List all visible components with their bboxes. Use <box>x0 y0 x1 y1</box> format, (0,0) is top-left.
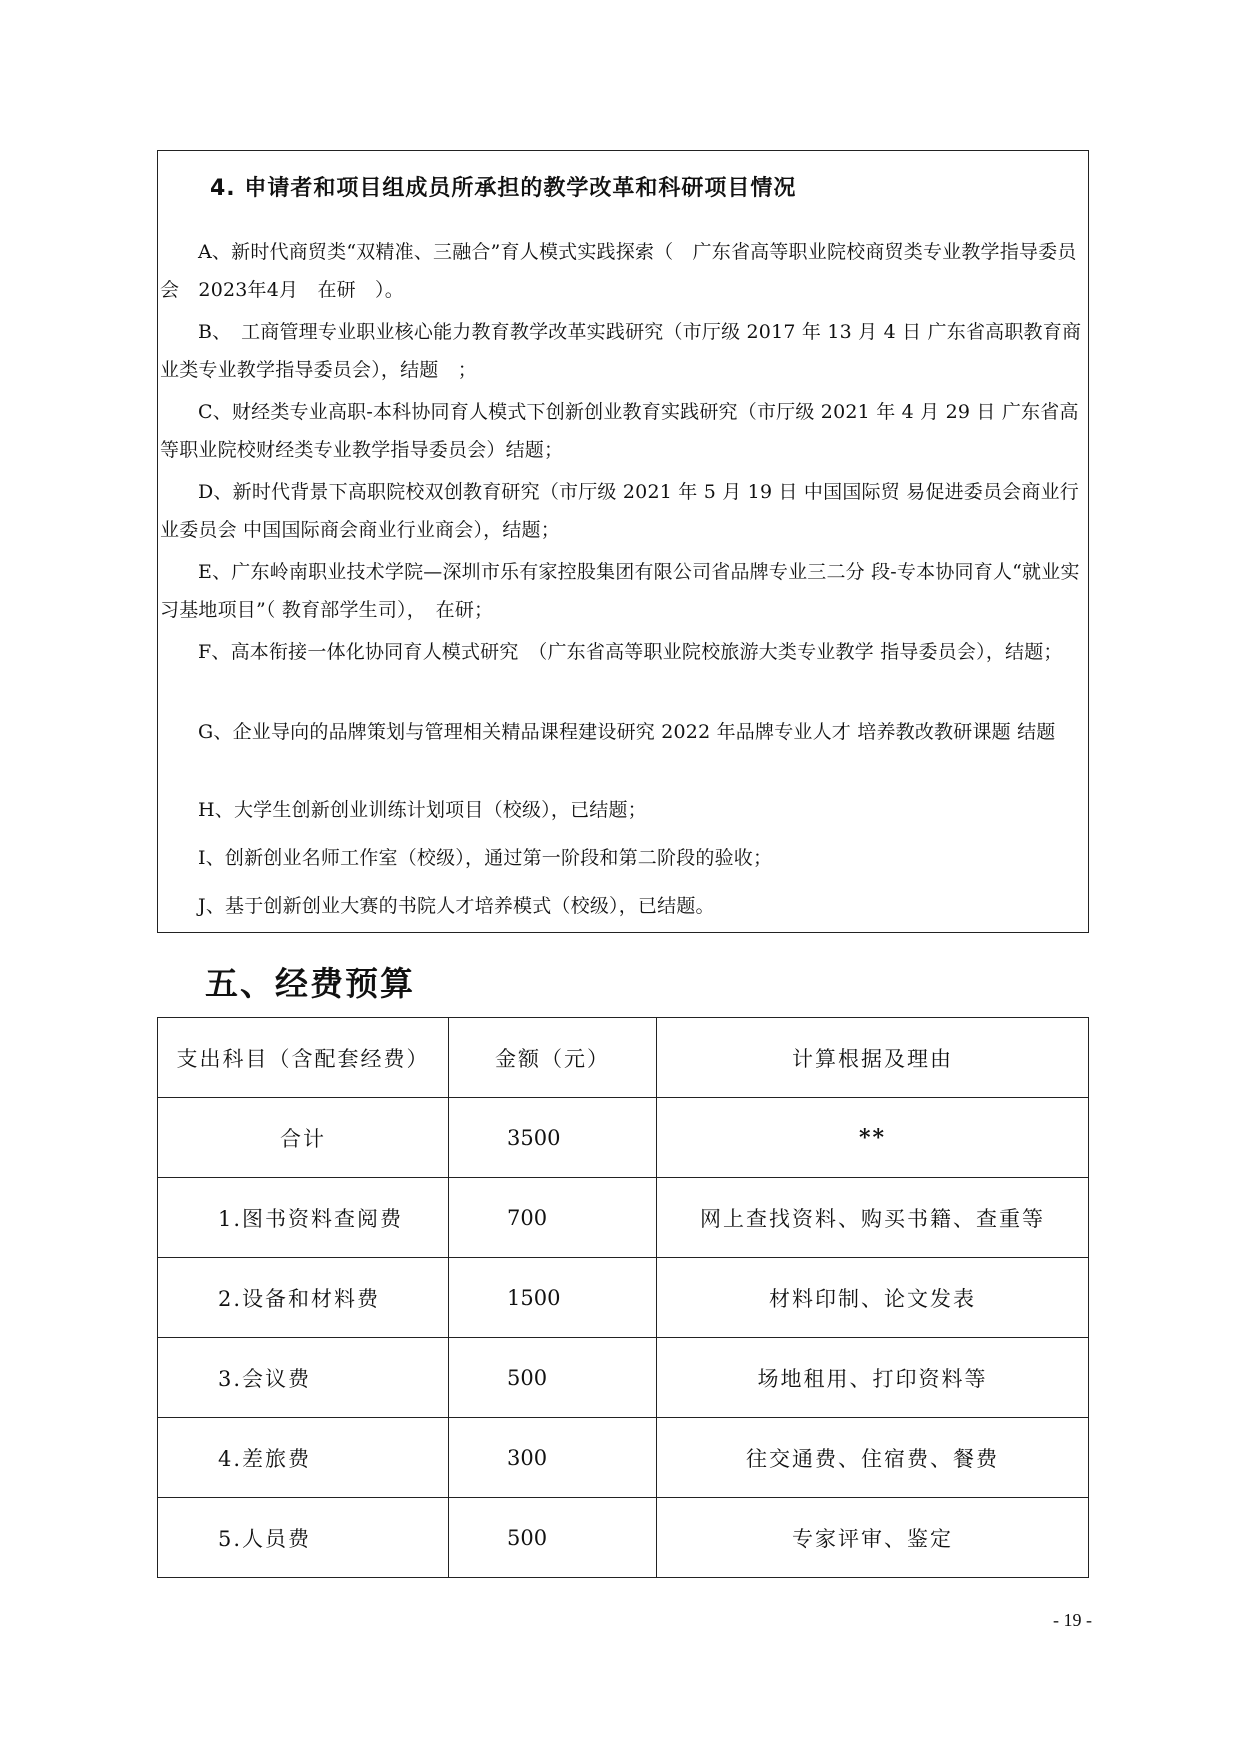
row-amount: 500 <box>449 1338 657 1418</box>
row-basis: ** <box>657 1098 1089 1178</box>
row-basis: 往交通费、住宿费、餐费 <box>657 1418 1089 1498</box>
project-item-f: F、高本衔接一体化协同育人模式研究 （广东省高等职业院校旅游大类专业教学 指导委员会），结题； <box>198 641 1063 663</box>
table-row <box>158 1418 1089 1498</box>
row-basis: 网上查找资料、购买书籍、查重等 <box>657 1178 1089 1258</box>
row-basis: 专家评审、鉴定 <box>657 1498 1089 1578</box>
project-item-e: E、广东岭南职业技术学院—深圳市乐有家控股集团有限公司省品牌专业三二分 段-专本协同育人“就业实习基地项目”（ 教育部学生司）， 在研； <box>160 561 1080 621</box>
table-row <box>158 1338 1089 1418</box>
page-number: - 19 - <box>1053 1610 1092 1630</box>
project-item-h: H、大学生创新创业训练计划项目（校级），已结题； <box>198 799 647 821</box>
header-item: 支出科目（含配套经费） <box>158 1018 449 1098</box>
project-item-j: J、基于创新创业大赛的书院人才培养模式（校级），已结题。 <box>198 895 715 917</box>
teaching-reform-projects-box <box>157 150 1089 933</box>
project-item-c: C、财经类专业高职-本科协同育人模式下创新创业教育实践研究（市厅级 2021 年 4 月 29 日 广东省高等职业院校财经类专业教学指导委员会）结题； <box>160 401 1079 461</box>
row-basis: 材料印制、论文发表 <box>657 1258 1089 1338</box>
row-amount: 1500 <box>449 1258 657 1338</box>
row-amount: 700 <box>449 1178 657 1258</box>
section4-heading: 4. 申请者和项目组成员所承担的教学改革和科研项目情况 <box>210 176 797 201</box>
table-row <box>158 1258 1089 1338</box>
project-item-b: B、 工商管理专业职业核心能力教育教学改革实践研究（市厅级 2017 年 13 月 4 日 广东省高职教育商业类专业教学指导委员会），结题 ； <box>160 321 1082 381</box>
table-row <box>158 1178 1089 1258</box>
row-name: 4.差旅费 <box>158 1418 449 1498</box>
budget-header-row <box>158 1018 1089 1098</box>
header-amount: 金额（元） <box>449 1018 657 1098</box>
row-name: 合计 <box>158 1098 449 1178</box>
row-amount: 3500 <box>449 1098 657 1178</box>
row-amount: 500 <box>449 1498 657 1578</box>
header-basis: 计算根据及理由 <box>657 1018 1089 1098</box>
row-name: 2.设备和材料费 <box>158 1258 449 1338</box>
row-amount: 300 <box>449 1418 657 1498</box>
row-basis: 场地租用、打印资料等 <box>657 1338 1089 1418</box>
project-item-a: A、新时代商贸类“双精准、三融合”育人模式实践探索（ 广东省高等职业院校商贸类专业教学指导委员会 2023年4月 在研 ）。 <box>160 241 1077 301</box>
project-item-i: I、创新创业名师工作室（校级），通过第一阶段和第二阶段的验收； <box>198 847 773 869</box>
row-name: 1.图书资料查阅费 <box>158 1178 449 1258</box>
row-name: 3.会议费 <box>158 1338 449 1418</box>
row-name: 5.人员费 <box>158 1498 449 1578</box>
project-item-g: G、企业导向的品牌策划与管理相关精品课程建设研究 2022 年品牌专业人才 培养教改教研课题 结题 <box>198 721 1056 743</box>
table-row <box>158 1498 1089 1578</box>
table-row <box>158 1098 1089 1178</box>
project-item-d: D、新时代背景下高职院校双创教育研究（市厅级 2021 年 5 月 19 日 中国国际贸 易促进委员会商业行业委员会 中国国际商会商业行业商会），结题； <box>160 481 1079 541</box>
budget-section-title: 五、经费预算 <box>205 964 415 1003</box>
budget-table <box>157 1017 1089 1578</box>
